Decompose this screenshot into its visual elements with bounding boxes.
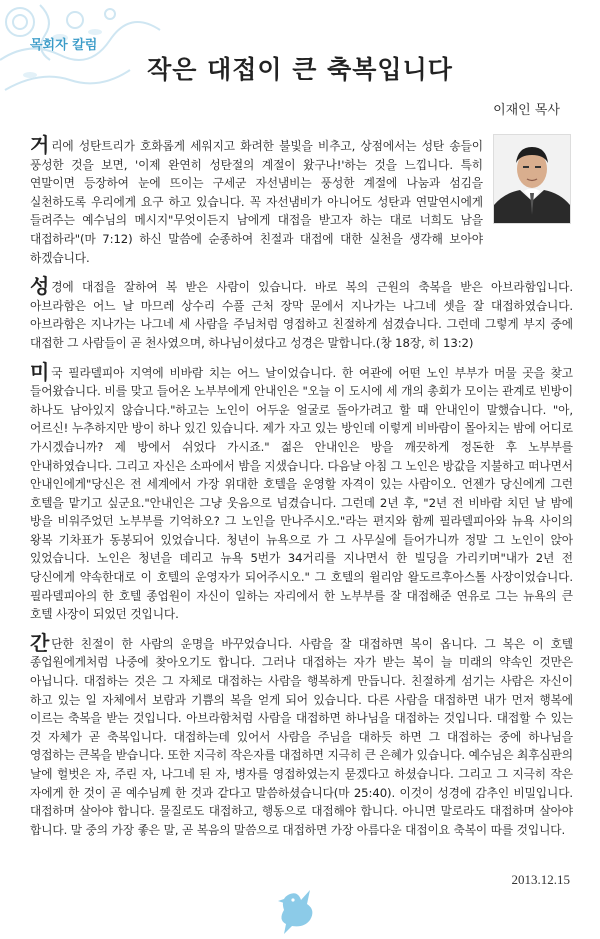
paragraph-text: 경에 대접을 잘하여 복 받은 사람이 있습니다. 바로 복의 근원의 축복을 받은 아브라함입니다. 아브라함은 어느 날 마므레 상수리 수풀 근처 장막 문에서 지나가는 나그네 셋을 잘 대접하였습니다. 아브라함은 지나가는 나그네 세 사람을 주님처럼 영접하고 친절하게 섬겼습니다. 그런데 그렇게 부지 중에 대접한 그 사람들이 곧 천사였으며, 하나님이셨다고 성경은 말합니다.(창 18장, 히 13:2) [30,280,573,350]
article-title: 작은 대접이 큰 축복입니다 [147,55,453,84]
paragraph-text: 단한 친절이 한 사람의 운명을 바꾸었습니다. 사람을 잘 대접하면 복이 옵니다. 그 복은 이 호텔 종업원에게처럼 나중에 찾아오기도 합니다. 그러나 대접하는 자가 받는 복이 늘 미래의 약속인 것만은 아닙니다. 대접하는 것은 그 자체로 대접하는 사람을 행복하게 만듭니다. 친절하게 섬기는 사람은 자신이 하고 있는 일 자체에서 보람과 기쁨의 복을 얻게 되어 있습니다. 다른 사람을 대접하면 내가 먼저 행복에 이르는 축복을 받는 것입니다. 아브라함처럼 사람을 대접하면 하나님을 대접하는 것입니다. 대접할 수 있는 것 자체가 곧 축복입니다. 대접하는데 있어서 사람을 주님을 대하듯 하면 그 대접하는 중에 하나님을 영접하는 큰복을 받습니다. 또한 지극히 작은자를 대접하면 지극히 큰 은혜가 있습니다. 예수님은 최후심판의 날에 헐벗은 자, 주린 자, 나그네 된 자, 병자를 영접하였는지 묻겠다고 하셨습니다. 그리고 그 지극히 작은 자에게 한 것이 곧 예수님께 한 것과 같다고 말씀하셨습니다(마 25:40). 이것이 성경에 감추인 비밀입니다. 대접하며 살아야 합니다. 물질로도 대접하고, 행동으로 대접해야 합니다. 아니면 말로라도 대접하며 살아야 합니다. 말 중의 가장 좋은 말, 곧 복음의 말씀으로 대접하면 가장 아름다운 대접이요 축복이 따를 것입니다. [30,636,573,837]
bird-ornament-icon [270,880,330,936]
paragraph [30,630,573,840]
paragraph [30,133,483,267]
author-name: 이재인 목사 [493,103,560,118]
column-category: 목회자 칼럼 [30,38,98,53]
drop-cap: 거 [30,133,50,157]
article-body [30,133,573,849]
publish-date: 2013.12.15 [511,872,570,887]
drop-cap: 간 [30,630,50,655]
drop-cap: 성 [30,274,50,299]
paragraph [30,274,573,352]
drop-cap: 미 [30,359,50,384]
paragraph-text: 리에 성탄트리가 호화롭게 세워지고 화려한 불빛을 비추고, 상점에서는 성탄 송들이 풍성한 것을 보면, '이제 완연히 성탄절의 계절이 왔구나!'하는 것을 느낍니다. 특히 연말이면 등장하여 눈에 뜨이는 구세군 자선냄비는 풍성한 계절에 나눔과 섬김을 실천하도록 우리에게 요구 하고 있습니다. 꼭 자선냄비가 아니어도 성탄과 연말연시에게 들려주는 예수님의 메시지"무엇이든지 남에게 대접을 받고자 하는 대로 너희도 남을 대접하라"(마 7:12) 하신 말씀에 순종하여 친절과 대접에 대한 실천을 생각해 보아야 하겠습니다. [30,139,483,265]
paragraph [30,359,573,624]
paragraph-text: 국 필라델피아 지역에 비바람 치는 어느 날이었습니다. 한 여관에 어떤 노인 부부가 머물 곳을 찾고 들어왔습니다. 비를 맞고 들어온 노부부에게 안내인은 "오늘 이 도시에 세 개의 총회가 모이는 관계로 빈방이 하나도 남아있지 않습니다."하고는 노인이 어두운 얼굴로 돌아가려고 할 때 안내인이 말했습니다. "아, 어르신! 누추하지만 방이 하나 있긴 있습니다. 제가 자고 있는 방인데 이렇게 비바람이 몰아치는 밤에 어디로 가시겠습니까? 제 방에서 쉬었다 가시죠." 젊은 안내인은 방을 깨끗하게 정돈한 후 노부부를 안내하였습니다. 그리고 자신은 소파에서 밤을 지샜습니다. 다음날 아침 그 노인은 방값을 지불하고 떠나면서 안내인에게"당신은 전 세계에서 가장 위대한 호텔을 운영할 자격이 있는 사람이오. 언젠가 당신에게 그런 호텔을 맡기고 싶군요."안내인은 그냥 웃음으로 넘겼습니다. 그런데 2년 후, "2년 전 비바람 치던 날 밤에 방을 비워주었던 노부부를 기억하오? 그 노인을 만나주시오."라는 편지와 함께 필라델피아와 뉴욕 사이의 왕복 기차표가 동봉되어 있었습니다. 청년이 뉴욕으로 가 그 사무실에 들어가니까 정말 그 노인이 앉아 있었습니다. 노인은 청년을 데리고 뉴욕 5번가 34거리를 지나면서 한 빌딩을 가리키며"내가 2년 전 당신에게 약속한대로 이 호텔의 운영자가 되어주시오." 그 호텔의 윌리암 왈도르후아스톨 사장이었습니다. 필라델피아의 한 호텔 종업원이 자신이 일하는 자리에서 한 노부부를 잘 대접해준 연유로 그는 뉴욕의 큰 호텔 사장이 되었던 것입니다. [30,365,573,622]
